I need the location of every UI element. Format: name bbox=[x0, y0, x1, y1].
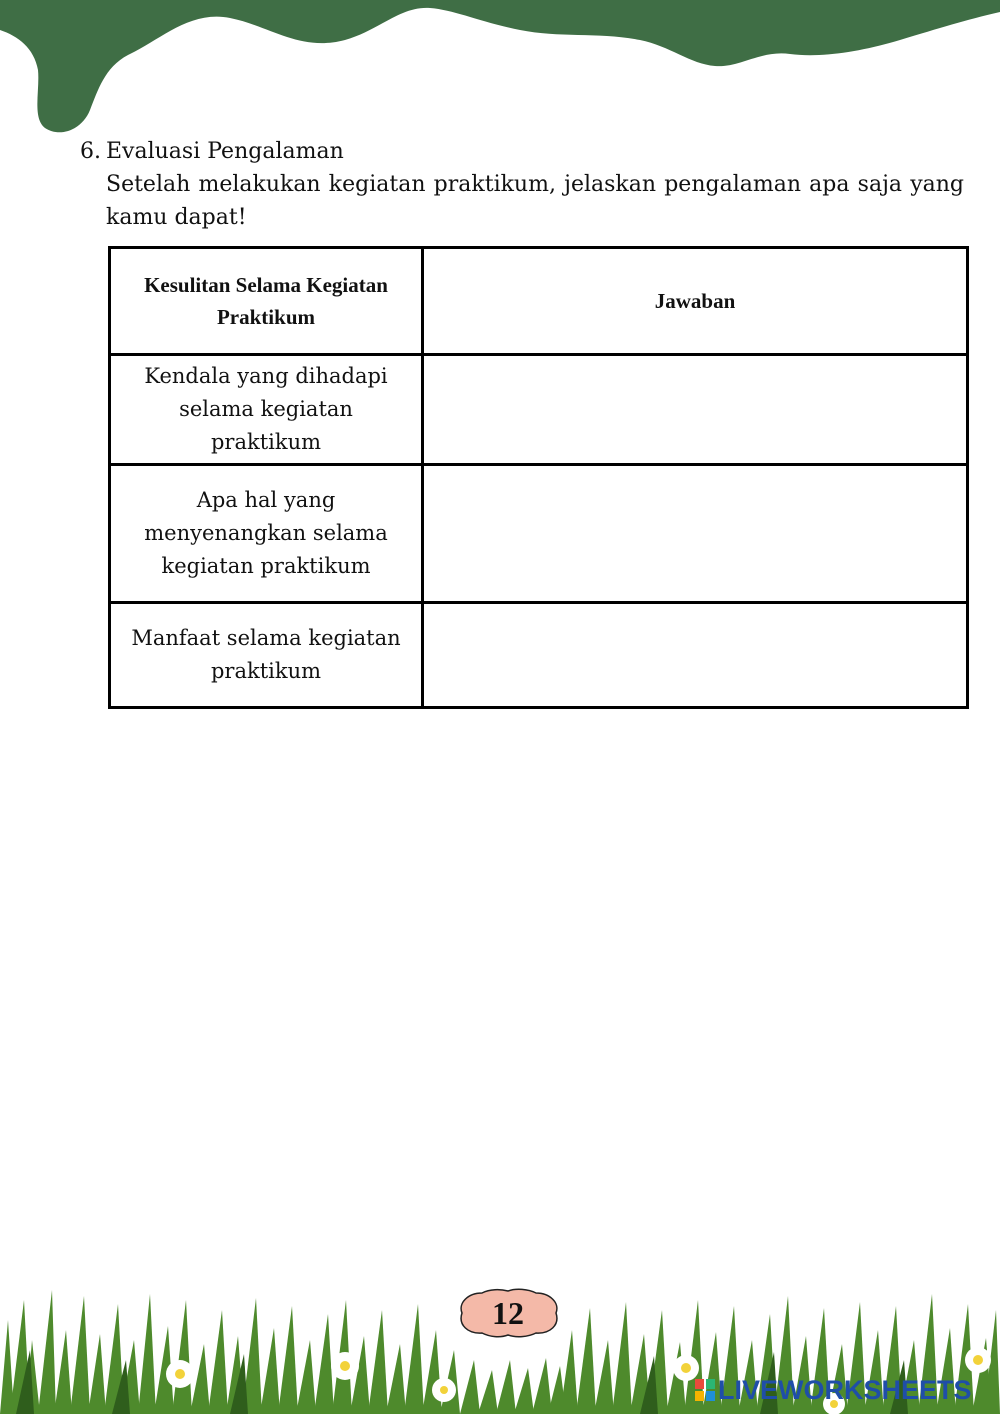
row-question: Apa hal yang menyenangkan selama kegiatan praktikum bbox=[110, 465, 423, 603]
header-answer: Jawaban bbox=[423, 248, 968, 355]
section-instruction: Setelah melakukan kegiatan praktikum, jelaskan pengalaman apa saja yang kamu dapat! bbox=[106, 172, 964, 230]
section-heading bbox=[80, 136, 964, 168]
row-question: Kendala yang dihadapi selama kegiatan praktikum bbox=[110, 355, 423, 465]
section-title: Evaluasi Pengalaman bbox=[106, 139, 344, 164]
header-difficulty: Kesulitan Selama Kegiatan Praktikum bbox=[110, 248, 423, 355]
evaluation-section bbox=[80, 136, 964, 234]
table-header-row bbox=[110, 248, 968, 355]
evaluation-table bbox=[108, 246, 969, 709]
table-row bbox=[110, 465, 968, 603]
table-row bbox=[110, 603, 968, 708]
row-question: Manfaat selama kegiatan praktikum bbox=[110, 603, 423, 708]
page-number: 12 bbox=[492, 1295, 524, 1331]
table-row bbox=[110, 355, 968, 465]
brand-text: LIVEWORKSHEETS bbox=[718, 1374, 972, 1405]
answer-cell[interactable] bbox=[423, 355, 968, 465]
brand-watermark bbox=[694, 1374, 972, 1406]
liveworksheets-logo-icon bbox=[694, 1378, 716, 1402]
section-number: 6. bbox=[80, 139, 101, 164]
answer-cell[interactable] bbox=[423, 465, 968, 603]
top-leaf-decoration bbox=[0, 0, 1000, 140]
answer-cell[interactable] bbox=[423, 603, 968, 708]
